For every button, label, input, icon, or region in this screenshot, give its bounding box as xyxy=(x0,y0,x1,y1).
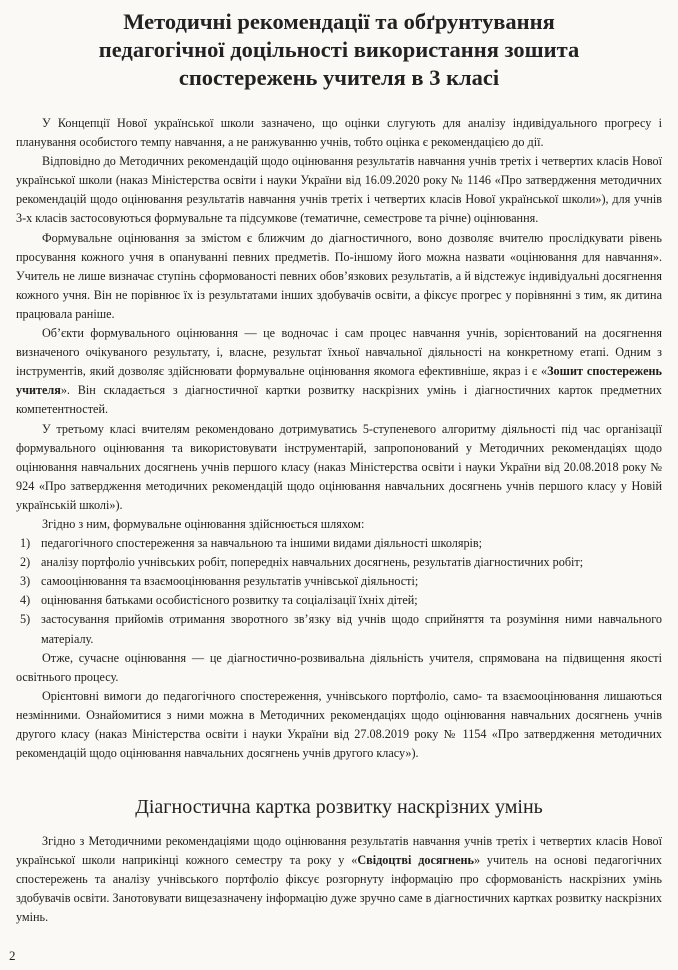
section-paragraph-text-b: » учитель на основі педагогічних спостережень та аналізу учнівського портфоліо фіксує розгорнуту інформацію про сформованість наскрізних умінь здобувачів освіти. Занотовувати вищезазначену інформацію дуже зручно саме в діагностичних картках розвитку наскрізних умінь. xyxy=(16,853,662,925)
list-number: 5) xyxy=(20,612,31,627)
list-number: 3) xyxy=(20,574,31,589)
paragraph-3: Формувальне оцінювання за змістом є ближчим до діагностичного, воно дозволяє вчителю прослідкувати рівень просування кожного учня в опануванні певних предметів. По-іншому його можна назвати «оцінювання для навчання». Учитель не лише визначає ступінь сформованості певних обов’язкових результатів, а й відстежує індивідуальні досягнення кожного учня. Він не порівнює їх із результатами інших здобувачів освіти, а фіксує прогрес у порівнянні з тим, як дитина працювала раніше. xyxy=(16,230,662,321)
page-title xyxy=(24,8,654,92)
paragraph-6: Згідно з ним, формувальне оцінювання здійснюється шляхом: xyxy=(42,516,365,531)
list-item xyxy=(16,572,662,591)
paragraph-8: Орієнтовні вимоги до педагогічного спостереження, учнівського портфоліо, само- та взаємооцінювання лишаються незмінними. Ознайомитися з ними можна в Методичних рекомендаціях щодо оцінювання навчальних досягнень учнів другого класу (наказ Міністерства освіти і науки України від 27.08.2019 року № 1154 «Про затвердження методичних рекомендацій щодо оцінювання навчальних досягнень учнів другого класу»). xyxy=(16,688,662,761)
list-item xyxy=(16,553,662,572)
main-text xyxy=(16,114,662,763)
paragraph-4-text-b: ». Він складається з діагностичної картки розвитку наскрізних умінь і діагностичних карток предметних компетентностей. xyxy=(16,383,662,417)
paragraph-5: У третьому класі вчителям рекомендовано дотримуватись 5-ступеневого алгоритму діяльності під час організації формувального оцінювання та використовувати інструментарій, запропонований у Методичних рекомендаціях щодо оцінювання навчальних досягнень учнів першого класу (наказ Міністерства освіти і науки України від 20.08.2018 року № 924 «Про затвердження методичних рекомендацій щодо оцінювання навчальних досягнень учнів першого класу у Новій українській школі»). xyxy=(16,421,662,512)
title-line-1: Методичні рекомендації та обґрунтування xyxy=(123,9,555,34)
section-text xyxy=(16,832,662,927)
page-number: 2 xyxy=(9,948,16,963)
notebook-name-bold: Зошит спостережень учителя xyxy=(16,364,662,398)
list-text: застосування прийомів отримання зворотного зв’язку від учнів щодо сприйняття та розуміння ними навчального матеріалу. xyxy=(41,612,662,646)
paragraph-2: Відповідно до Методичних рекомендацій щодо оцінювання результатів навчання учнів третіх і четвертих класів Нової української школи (наказ Міністерства освіти і науки України від 16.09.2020 року № 1146 «Про затвердження методичних рекомендацій щодо оцінювання результатів навчання учнів третіх і четвертих класів Нової української школи»), для учнів 3-х класів застосовуються формувальне та підсумкове (тематичне, семестрове та річне) оцінювання. xyxy=(16,154,662,226)
list-text: аналізу портфоліо учнівських робіт, попередніх навчальних досягнень, результатів діагностичних робіт; xyxy=(41,555,584,570)
paragraph-4-text-a: Об’єкти формувального оцінювання — це водночас і сам процес навчання учнів, зорієнтований на досягнення визначеного очікуваного результату, і, власне, результат їхньої навчальної діяльності на конкретному етапі. Одним з інструментів, який дозволяє здійснювати формувальне оцінювання якомога ефективніше, якраз і є « xyxy=(16,326,662,379)
section-paragraph xyxy=(16,832,662,927)
title-line-3: спостережень учителя в 3 класі xyxy=(178,65,500,90)
list-item xyxy=(16,610,662,648)
section-heading: Діагностична картка розвитку наскрізних умінь xyxy=(135,796,543,818)
list-text: педагогічного спостереження за навчальною та іншими видами діяльності школярів; xyxy=(41,536,483,551)
list-item xyxy=(16,591,662,610)
section-paragraph-text-a: Згідно з Методичними рекомендаціями щодо оцінювання результатів навчання учнів третіх і четвертих класів Нової української школи наприкінці кожного семестру та року у « xyxy=(16,834,662,868)
list-number: 2) xyxy=(20,555,31,570)
list-number: 4) xyxy=(20,593,31,608)
list-text: самооцінювання та взаємооцінювання результатів учнівської діяльності; xyxy=(41,574,419,589)
list-number: 1) xyxy=(20,536,31,551)
list-text: оцінювання батьками особистісного розвитку та соціалізації їхніх дітей; xyxy=(41,593,418,608)
certificate-name-bold: Свідоцтві досягнень xyxy=(357,853,474,868)
title-line-2: педагогічної доцільності використання зошита xyxy=(98,37,580,62)
paragraph-7: Отже, сучасне оцінювання — це діагностично-розвивальна діяльність учителя, спрямована на підвищення якості освітнього процесу. xyxy=(16,650,662,684)
list-item xyxy=(16,534,662,553)
paragraph-4 xyxy=(16,324,662,419)
assessment-methods-list xyxy=(16,534,662,649)
paragraph-1: У Концепції Нової української школи зазначено, що оцінки слугують для аналізу індивідуального прогресу і планування особистого темпу навчання, а не ранжуванню учнів, тобто оцінка є рекомендацією до дії. xyxy=(16,116,662,150)
